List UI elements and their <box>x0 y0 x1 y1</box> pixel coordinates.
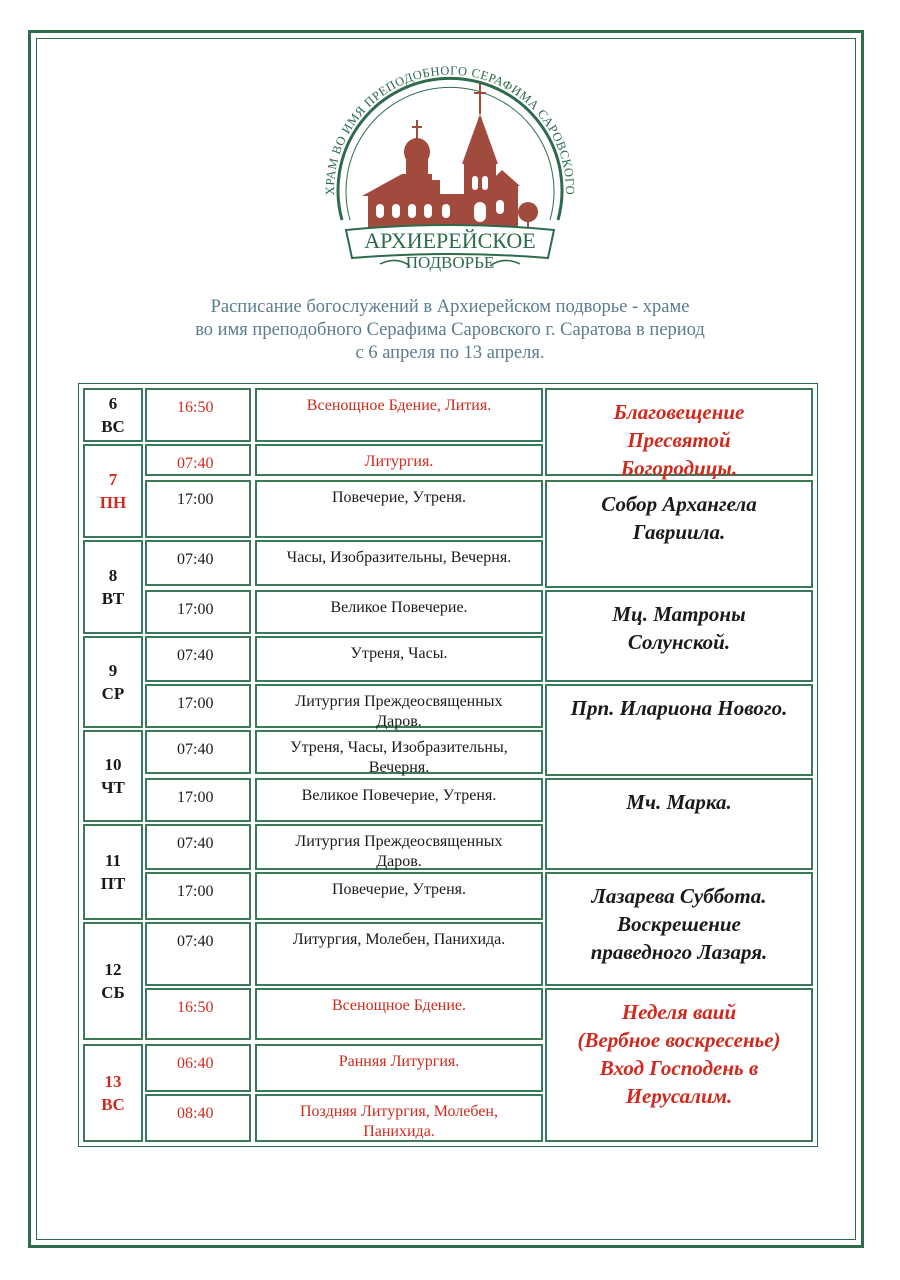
feast-cell <box>545 684 813 776</box>
service-time: 17:00 <box>145 590 251 634</box>
service-time: 17:00 <box>145 872 251 920</box>
day-number: 13 <box>104 1072 122 1091</box>
service-name: Повечерие, Утреня. <box>255 872 543 920</box>
service-time: 06:40 <box>145 1044 251 1092</box>
day-of-week: ВС <box>101 1095 125 1114</box>
service-name: Всенощное Бдение, Лития. <box>255 388 543 442</box>
service-time: 17:00 <box>145 778 251 822</box>
day-cell <box>83 1044 143 1142</box>
service-time: 17:00 <box>145 684 251 728</box>
day-cell <box>83 922 143 1040</box>
feast-line: Собор Архангела <box>601 492 757 516</box>
service-name: Часы, Изобразительны, Вечерня. <box>255 540 543 586</box>
feast-line: Мц. Матроны <box>612 602 746 626</box>
service-name: Ранняя Литургия. <box>255 1044 543 1092</box>
feast-line: Пресвятой <box>627 428 731 452</box>
day-number: 10 <box>104 755 122 774</box>
feast-cell <box>545 590 813 682</box>
service-name: Великое Повечерие. <box>255 590 543 634</box>
service-time: 16:50 <box>145 388 251 442</box>
day-number: 6 <box>108 394 118 413</box>
logo-arc-text: ХРАМ ВО ИМЯ ПРЕПОДОБНОГО СЕРАФИМА САРОВСКОГО <box>322 63 578 196</box>
day-of-week: ВС <box>101 417 125 436</box>
day-number: 8 <box>108 566 118 585</box>
service-time: 07:40 <box>145 636 251 682</box>
service-time: 17:00 <box>145 480 251 538</box>
day-of-week: ЧТ <box>101 778 125 797</box>
service-name: Повечерие, Утреня. <box>255 480 543 538</box>
feast-line: Лазарева Суббота. <box>591 884 767 908</box>
feast-line: Благовещение <box>613 400 745 424</box>
service-name: Литургия. <box>255 444 543 476</box>
day-cell <box>83 730 143 822</box>
feast-line: Прп. Илариона Нового. <box>570 696 788 720</box>
feast-line: праведного Лазаря. <box>590 940 768 964</box>
day-cell <box>83 444 143 538</box>
service-time: 07:40 <box>145 540 251 586</box>
intro-line-1: Расписание богослужений в Архиерейском подворье - храме <box>210 297 690 317</box>
logo-title-line2: ПОДВОРЬЕ <box>405 253 495 272</box>
service-time: 07:40 <box>145 730 251 774</box>
feast-cell <box>545 988 813 1142</box>
church-emblem <box>302 44 598 276</box>
intro-line-2: во имя преподобного Серафима Саровского г. Саратова в период <box>195 320 705 340</box>
intro-line-3: с 6 апреля по 13 апреля. <box>355 343 545 363</box>
day-number: 9 <box>108 661 118 680</box>
service-name: Литургия Преждеосвященных Даров. <box>255 684 543 728</box>
logo-title-line1: АРХИЕРЕЙСКОЕ <box>364 228 536 253</box>
day-cell <box>83 540 143 634</box>
feast-line: Гавриила. <box>632 520 726 544</box>
service-name: Утреня, Часы, Изобразительны, Вечерня. <box>255 730 543 774</box>
day-cell <box>83 388 143 442</box>
feast-cell <box>545 778 813 870</box>
feast-cell <box>545 872 813 986</box>
service-time: 16:50 <box>145 988 251 1040</box>
day-cell <box>83 636 143 728</box>
svg-text:ХРАМ ВО ИМЯ ПРЕПОДОБНОГО СЕРАФ <box>323 63 577 195</box>
day-of-week: СБ <box>101 983 125 1002</box>
day-of-week: ПТ <box>100 874 126 893</box>
service-time: 07:40 <box>145 444 251 476</box>
feast-line: Неделя ваий <box>621 1000 737 1024</box>
day-of-week: СР <box>101 684 125 703</box>
service-name: Утреня, Часы. <box>255 636 543 682</box>
service-time: 07:40 <box>145 824 251 870</box>
feast-cell <box>545 480 813 588</box>
service-name: Поздняя Литургия, Молебен, Панихида. <box>255 1094 543 1142</box>
feast-line: Богородицы. <box>620 456 738 480</box>
service-name: Литургия, Молебен, Панихида. <box>255 922 543 986</box>
feast-line: Воскрешение <box>617 912 741 936</box>
church-logo <box>302 44 598 276</box>
feast-line: Мч. Марка. <box>626 790 732 814</box>
feast-line: Солунской. <box>627 630 731 654</box>
day-of-week: ПН <box>99 493 127 512</box>
feast-cell <box>545 388 813 480</box>
service-time: 07:40 <box>145 922 251 986</box>
feast-line: Вход Господень в <box>599 1056 759 1080</box>
day-number: 11 <box>104 851 122 870</box>
day-number: 7 <box>108 470 118 489</box>
feast-line: Иерусалим. <box>625 1084 733 1108</box>
service-name: Литургия Преждеосвященных Даров. <box>255 824 543 870</box>
day-cell <box>83 824 143 920</box>
feast-line: (Вербное воскресенье) <box>577 1028 781 1052</box>
day-of-week: ВТ <box>101 589 125 608</box>
schedule-intro <box>100 296 800 365</box>
schedule-table <box>78 383 818 1147</box>
service-name: Всенощное Бдение. <box>255 988 543 1040</box>
day-number: 12 <box>104 960 122 979</box>
service-time: 08:40 <box>145 1094 251 1142</box>
service-name: Великое Повечерие, Утреня. <box>255 778 543 822</box>
